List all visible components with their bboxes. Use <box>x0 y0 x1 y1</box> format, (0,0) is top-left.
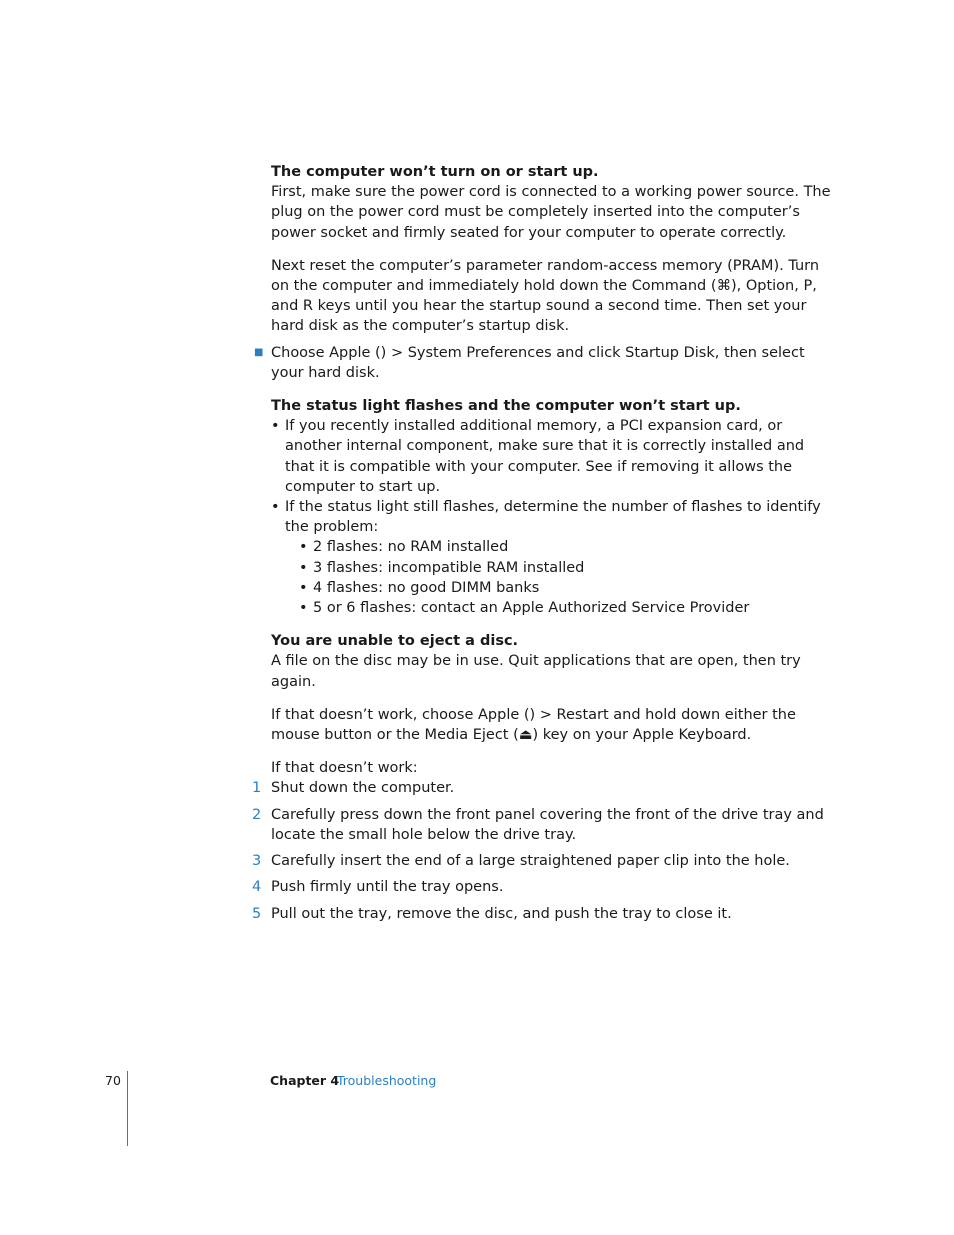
list-item: • 4 flashes: no good DIMM banks <box>299 578 831 598</box>
step-item <box>252 904 831 924</box>
heading-eject: You are unable to eject a disc. <box>271 633 519 650</box>
step-number: 2 <box>252 806 262 823</box>
list-item: • If you recently installed additional memory, a PCI expansion card, or another internal component, make sure that it is correctly installed and that it is compatible with your computer. See if removing it allows the computer to start up. <box>271 416 831 497</box>
page-content <box>252 162 831 924</box>
bullet-startup-disk: Choose Apple () > System Preferences and click Startup Disk, then select your hard disk. <box>271 344 805 381</box>
step-item <box>252 877 831 897</box>
footer-section-title: Troubleshooting <box>337 1073 437 1088</box>
step-text: Shut down the computer. <box>271 780 455 797</box>
step-text: Pull out the tray, remove the disc, and push the tray to close it. <box>271 905 732 922</box>
step-item <box>252 851 831 871</box>
step-text: Carefully insert the end of a large straightened paper clip into the hole. <box>271 853 790 870</box>
footer-chapter: Chapter 4 <box>270 1073 340 1088</box>
heading-no-start: The computer won’t turn on or start up. <box>271 164 599 180</box>
list-item: • 2 flashes: no RAM installed <box>299 537 831 557</box>
paragraph-reset-pram: Next reset the computer’s parameter random-access memory (PRAM). Turn on the computer and immediately hold down the Command (⌘), Option, P, and R keys until you hear the startup sound a second time. Then set your hard disk as the computer’s startup disk. <box>271 257 820 335</box>
step-number: 5 <box>252 905 262 922</box>
paragraph-power-cord: First, make sure the power cord is connected to a working power source. The plug on the power cord must be completely inserted into the computer’s power socket and firmly seated for your computer to operate correctly. <box>271 184 831 241</box>
square-bullet-icon: ■ <box>254 346 264 358</box>
list-item: • 5 or 6 flashes: contact an Apple Authorized Service Provider <box>299 598 831 618</box>
paragraph-restart-eject: If that doesn’t work, choose Apple () > Restart and hold down either the mouse button or the Media Eject (⏏) key on your Apple Keyboard. <box>271 706 796 744</box>
list-item-startup-disk <box>254 343 831 383</box>
step-item <box>252 805 831 845</box>
step-number: 4 <box>252 879 262 896</box>
page-number: 70 <box>105 1073 121 1088</box>
step-text: Carefully press down the front panel covering the front of the drive tray and locate the small hole below the drive tray. <box>271 806 824 843</box>
paragraph-file-in-use: A file on the disc may be in use. Quit applications that are open, then try again. <box>271 653 801 690</box>
step-text: Push firmly until the tray opens. <box>271 879 504 896</box>
step-number: 3 <box>252 853 262 870</box>
list-item: • If the status light still flashes, determine the number of flashes to identify the problem: <box>271 497 831 537</box>
heading-status-light: The status light flashes and the computer won’t start up. <box>271 398 741 415</box>
footer-divider <box>127 1071 128 1146</box>
list-item: • 3 flashes: incompatible RAM installed <box>299 558 831 578</box>
step-number: 1 <box>252 780 262 797</box>
paragraph-if-not-work: If that doesn’t work: <box>271 760 418 777</box>
step-item <box>252 778 831 798</box>
